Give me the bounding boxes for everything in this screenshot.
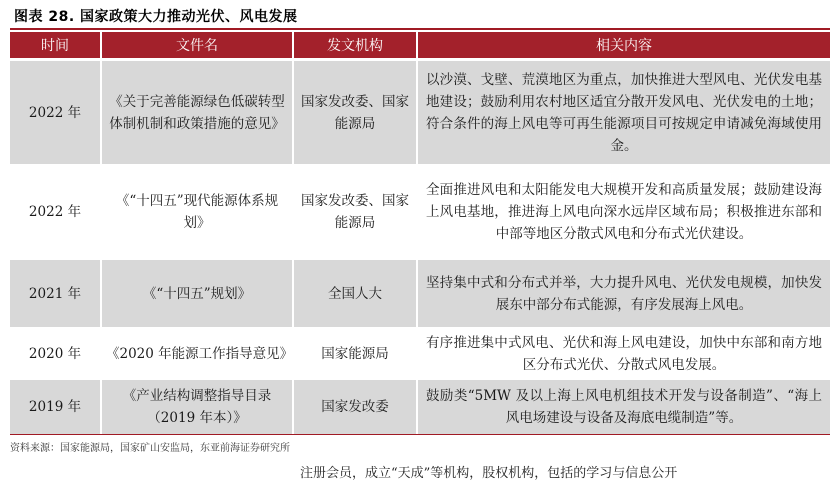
row-doc-name: 《2020 年能源工作指导意见》 [101, 329, 293, 379]
header-doc-name: 文件名 [101, 32, 293, 60]
row-issuer: 国家发改委、国家能源局 [293, 60, 417, 166]
row-year: 2022 年 [10, 60, 101, 166]
table-row [10, 379, 830, 434]
header-content: 相关内容 [417, 32, 830, 60]
row-content: 以沙漠、戈壁、荒漠地区为重点，加快推进大型风电、光伏发电基地建设；鼓励利用农村地区适宜分散开发风电、光伏发电的土地；符合条件的海上风电等可再生能源项目可按规定申请减免海域使用金。 [417, 60, 830, 166]
row-year: 2022 年 [10, 166, 101, 259]
row-content: 鼓励类“5MW 及以上海上风电机组技术开发与设备制造”、“海上风电场建设与设备及海底电缆制造”等。 [417, 379, 830, 434]
row-year: 2019 年 [10, 379, 101, 434]
table-row [10, 259, 830, 329]
source-note: 资料来源：国家能源局，国家矿山安监局，东亚前海证券研究所 [10, 434, 830, 454]
row-year: 2021 年 [10, 259, 101, 329]
row-doc-name: 《“十四五”现代能源体系规划》 [101, 166, 293, 259]
table-row [10, 166, 830, 259]
row-issuer: 全国人大 [293, 259, 417, 329]
table-row [10, 60, 830, 166]
row-issuer: 国家发改委 [293, 379, 417, 434]
row-year: 2020 年 [10, 329, 101, 379]
row-issuer: 国家能源局 [293, 329, 417, 379]
row-doc-name: 《关于完善能源绿色低碳转型体制机制和政策措施的意见》 [101, 60, 293, 166]
policy-table [10, 32, 830, 434]
row-content: 有序推进集中式风电、光伏和海上风电建设，加快中东部和南方地区分布式光伏、分散式风电发展。 [417, 329, 830, 379]
row-doc-name: 《“十四五”规划》 [101, 259, 293, 329]
footer-note: 注册会员，成立“天成”等机构，股权机构，包括的学习与信息公开 [300, 466, 678, 481]
row-issuer: 国家发改委、国家能源局 [293, 166, 417, 259]
table-header-row [10, 32, 830, 60]
row-doc-name: 《产业结构调整指导目录（2019 年本）》 [101, 379, 293, 434]
figure-title: 图表 28. 国家政策大力推动光伏、风电发展 [14, 9, 298, 25]
header-time: 时间 [10, 32, 101, 60]
table-row [10, 329, 830, 379]
header-issuer: 发文机构 [293, 32, 417, 60]
row-content: 坚持集中式和分布式并举，大力提升风电、光伏发电规模，加快发展东中部分布式能源，有序发展海上风电。 [417, 259, 830, 329]
title-divider [10, 28, 830, 30]
row-content: 全面推进风电和太阳能发电大规模开发和高质量发展；鼓励建设海上风电基地，推进海上风电向深水远岸区域布局；积极推进东部和中部等地区分散式风电和分布式光伏建设。 [417, 166, 830, 259]
